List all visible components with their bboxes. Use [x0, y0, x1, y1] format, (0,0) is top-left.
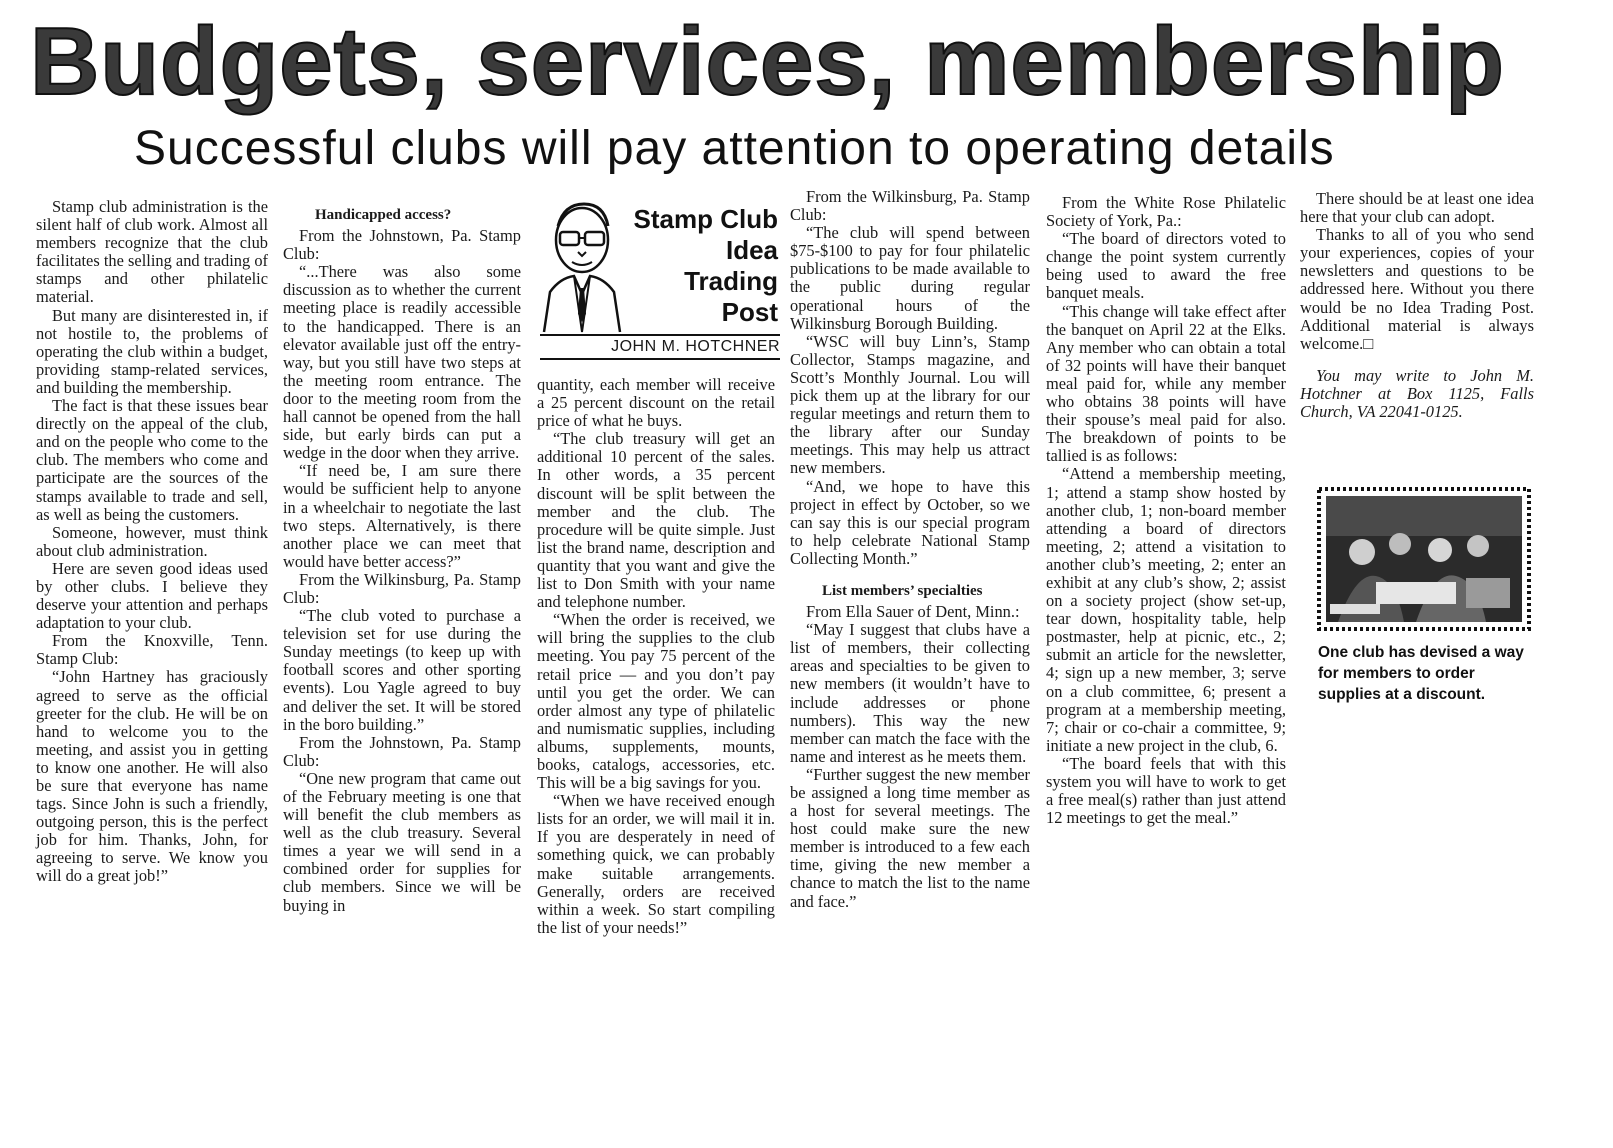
paragraph: From Ella Sauer of Dent, Minn.:: [806, 602, 1020, 622]
paragraph: “John Hartney has graciously agreed to serve as the official greeter for the club. He will be on hand to welcome you to the meeting, and assist you in getting to know one another. He will also be sure that everyone has name tags. Since John is such a friendly, outgoing person, this is the perfect job for him. Thanks, John, for agreeing to serve. We know you will do a great job!”: [36, 667, 268, 886]
section-subhead: Handicapped access?: [315, 207, 452, 223]
headline: Budgets, services, membership: [30, 8, 1505, 115]
paragraph: “And, we hope to have this project in effect by October, so we can say this is our special program to help celebrate National Stamp Collecting Month.”: [790, 476, 1030, 568]
logo-line: Stamp Club: [633, 204, 778, 234]
column-2: [283, 202, 521, 915]
paragraph: Stamp club administration is the silent half of club work. Almost all members recognize that the club facilitates the selling and trading of stamps and other philatelic material.: [36, 197, 268, 307]
column-logo: [540, 196, 780, 362]
section-subhead: List members’ specialties: [822, 582, 983, 599]
paragraph: “The board feels that with this system you will have to work to get a free meal(s) rather than just attend 12 meetings to get the meal.”: [1046, 753, 1286, 828]
paragraph: From the White Rose Philatelic Society of York, Pa.:: [1046, 193, 1286, 231]
paragraph: From the Wilkinsburg, Pa. Stamp Club:: [790, 187, 1030, 225]
column-3: [537, 376, 775, 937]
paragraph: “WSC will buy Linn’s, Stamp Collector, Stamps magazine, and Scott’s Monthly Journal. Lou will pick them up at the library for our regular meetings and return them to the library after our Sunday meetings. This may help us attract new members.: [790, 331, 1030, 478]
author-byline: JOHN M. HOTCHNER: [540, 334, 780, 360]
paragraph: But many are disinterested in, if not hostile to, the problems of operating the club within a budget, providing stamp-related services, and building the membership.: [36, 305, 268, 397]
paragraph: “Attend a membership meeting, 1; attend a stamp show hosted by another club, 1; non-board member attending a board of directors meeting, 2; attend a visitation to another club’s meeting, 2; enter an exhibit at any club’s show, 2; assist on a society project (show set-up, tear down, hospitality table, help postmaster, help at picnic, etc., 2; submit an article for the newsletter, 4; sign up a new member, 3; serve on a club committee, 6; present a program at a membership meeting, 7; chair or co-chair a committee, 9; initiate a new project in the club, 6.: [1046, 464, 1286, 755]
paragraph: “The club will spend between $75-$100 to pay for four philatelic publications to be made available to the public during regular operational hours of the Wilkinsburg Borough Building.: [790, 223, 1030, 333]
paragraph: “When the order is received, we will bring the supplies to the club meeting. You pay 75 percent of the retail price — and you don’t pay until you get the order. We can order almost any type of philatelic and numismatic supplies, including albums, supplements, mounts, books, catalogs, accessories, etc. This will be a big savings for you.: [537, 610, 775, 793]
logo-line: Trading: [684, 266, 778, 296]
paragraph: Someone, however, must think about club administration.: [36, 522, 268, 560]
paragraph: [1300, 226, 1534, 353]
subheadline: Successful clubs will pay attention to operating details: [134, 122, 1335, 175]
author-contact: You may write to John M. Hotchner at Box 1125, Falls Church, VA 22041-0125.: [1300, 365, 1534, 422]
paragraph: “When we have received enough lists for an order, we will mail it in. If you are desperately in need of something quick, we can probably make suitable arrangements. Generally, orders are received within a week. So start compiling the list of your needs!”: [537, 791, 775, 937]
paragraph: “The club treasury will get an additional 10 percent of the sales. In other words, a 35 percent discount will be split between the member and the club. The procedure will be quite simple. Just list the brand name, description and quantity that you want and give the list to Don Smith with your name and telephone number.: [537, 429, 775, 612]
paragraph: “This change will take effect after the banquet on April 22 at the Elks. Any member who can obtain a total of 32 points will have their banquet meal paid for, while any member who obtains 38 points will have their spouse’s meal paid for also. The breakdown of points to be tallied is as follows:: [1046, 301, 1286, 466]
paragraph: “The board of directors voted to change the point system currently being used to award the free banquet meals.: [1046, 229, 1286, 303]
paragraph: quantity, each member will receive a 25 percent discount on the retail price of what he buys.: [537, 375, 775, 431]
stamp-photo: [1316, 486, 1532, 632]
author-portrait: [540, 196, 622, 334]
paragraph: “If need be, I am sure there would be sufficient help to anyone in a wheelchair to negotiate the last two steps. Alternatively, is there another place we can meet that would have better access?”: [283, 461, 521, 571]
paragraph: “May I suggest that clubs have a list of members, their collecting areas and specialties to be given to new members (it wouldn’t have to include addresses or phone numbers). This way the new member can match the face with the name and interest as he meets them.: [790, 620, 1030, 766]
paragraph: “...There was also some discussion as to whether the current meeting place is readily accessible to the handicapped. There is an elevator available just off the entry-way, but you still have two steps at the meeting room entrance. The door to the meeting room from the hall cannot be opened from the hall side, but early birds can put a wedge in the door when they arrive.: [283, 262, 521, 463]
column-6: [1300, 190, 1534, 421]
paragraph: From the Johnstown, Pa. Stamp Club:: [283, 732, 521, 770]
paragraph: “Further suggest the new member be assigned a long time member as a host for several meetings. The host could make sure the new member is introduced to a few each time, giving the new member a chance to match the list to the name and face.”: [790, 764, 1030, 911]
end-mark-icon: □: [1363, 333, 1374, 353]
paragraph: From the Knoxville, Tenn. Stamp Club:: [36, 631, 268, 669]
column-logo-title: [618, 204, 778, 328]
paragraph: “The club voted to purchase a television set for use during the Sunday meetings (to keep up with football scores and other sporting events). Lou Yagle agreed to buy and deliver the set. It will be stored in the boro building.”: [283, 606, 521, 734]
paragraph: Here are seven good ideas used by other clubs. I believe they deserve your attention and perhaps adaptation to your club.: [36, 558, 268, 633]
paragraph: From the Wilkinsburg, Pa. Stamp Club:: [283, 569, 521, 607]
logo-line: Post: [721, 297, 778, 327]
column-4: [790, 188, 1030, 911]
column-1: [36, 198, 268, 886]
photo-caption: One club has devised a way for members to order supplies at a discount.: [1318, 644, 1524, 703]
paragraph: “One new program that came out of the February meeting is one that will benefit the club members as well as the club treasury. Several times a year we will send in a combined order for supplies for club members. Since we will be buying in: [283, 768, 521, 915]
column-5: [1046, 194, 1286, 827]
paragraph-text: Thanks to all of you who send your experiences, copies of your newsletters and questions to be addressed here. Without you there would be no Idea Trading Post. Additional material is always welcome.: [1300, 225, 1534, 353]
paragraph: From the Johnstown, Pa. Stamp Club:: [283, 226, 521, 264]
paragraph: The fact is that these issues bear directly on the appeal of the club, and on the people who come to the club. The members who come and participate are the sources of the stamps available to trade and sell, as well as being the customers.: [36, 396, 268, 524]
logo-line: Idea: [725, 235, 778, 265]
paragraph: There should be at least one idea here that your club can adopt.: [1300, 189, 1534, 227]
